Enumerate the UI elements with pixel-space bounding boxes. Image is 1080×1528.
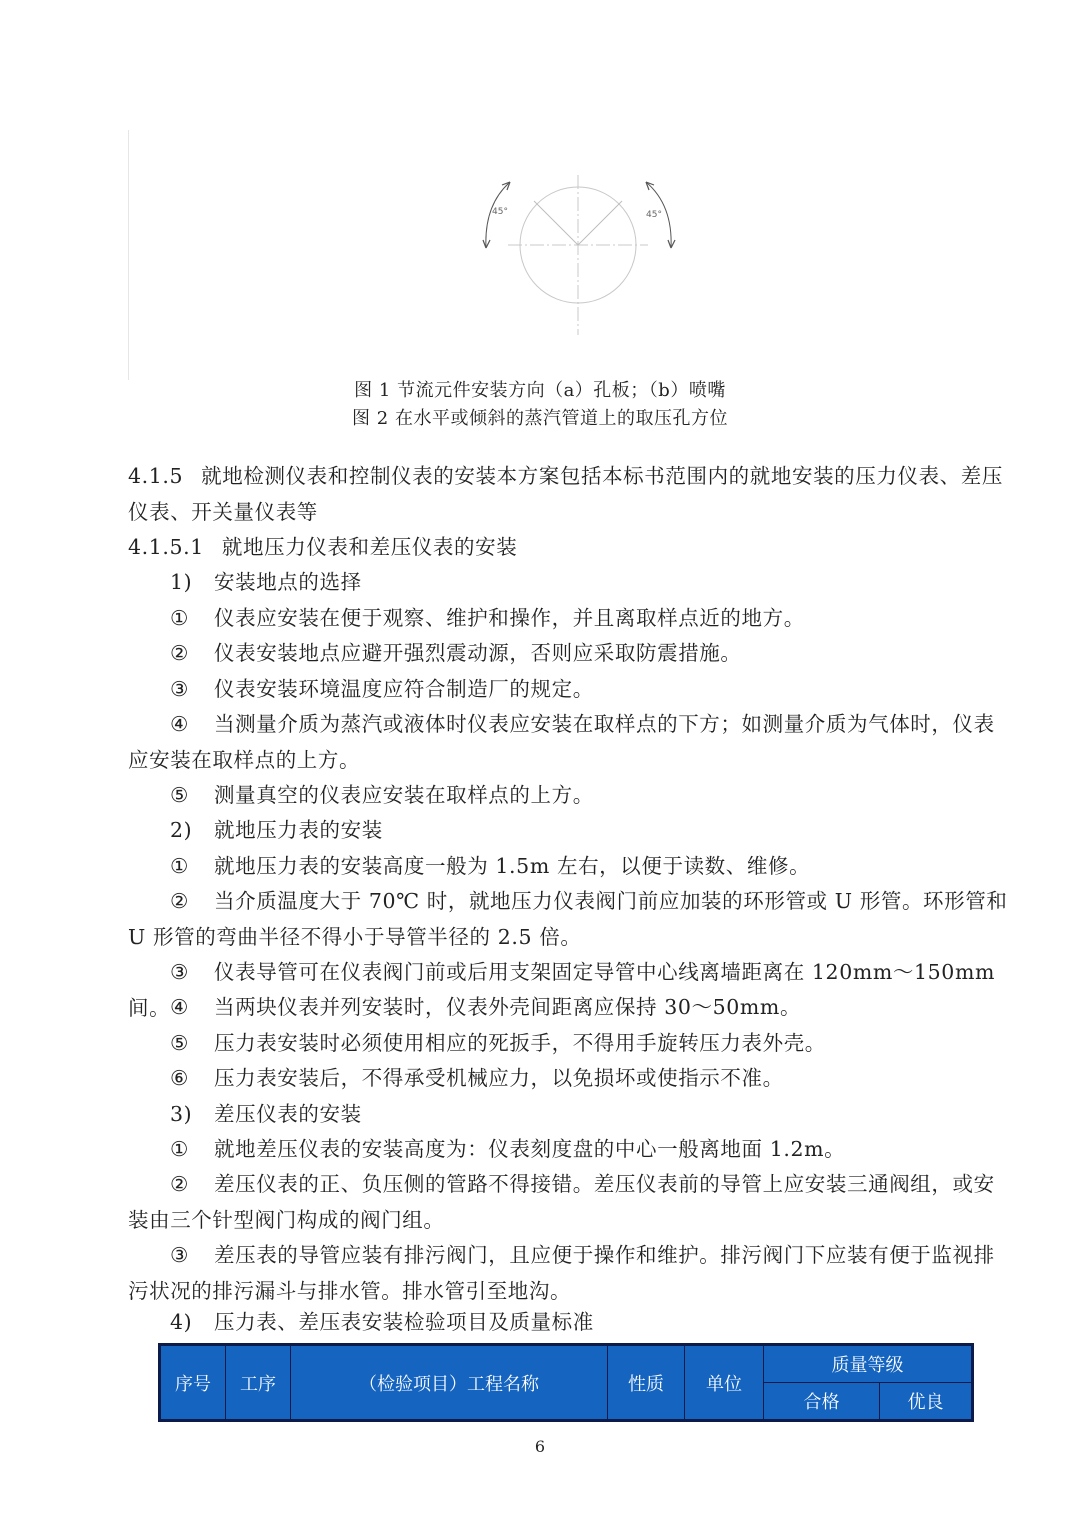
list-item (128, 1061, 1008, 1097)
list-marker: ⑤ (170, 783, 189, 807)
header-good: 优良 (880, 1383, 973, 1421)
list-text: 就地压力表的安装高度一般为 1.5m 左右，以便于读数、维修。 (214, 854, 811, 878)
list-marker: 3) (170, 1102, 193, 1126)
list-text: 当介质温度大于 70℃ 时，就地压力仪表阀门前应加装的环形管或 U 形管。环形管和 U 形管的弯曲半径不得小于导管半径的 2.5 倍。 (128, 889, 1008, 949)
quality-standard-table (158, 1343, 974, 1422)
list-text: 压力表、差压表安装检验项目及质量标准 (214, 1310, 594, 1334)
margin-line (128, 130, 129, 380)
list-text: 测量真空的仪表应安装在取样点的上方。 (214, 783, 594, 807)
list-text: 差压仪表的安装 (214, 1102, 362, 1126)
list-item (128, 707, 1008, 778)
list-item (128, 672, 1008, 708)
list-marker: ② (170, 889, 189, 913)
left-angle-label: 45° (492, 207, 508, 217)
section-number: 4.1.5 (128, 464, 184, 488)
right-angle-label: 45° (646, 210, 662, 220)
header-unit: 单位 (685, 1345, 764, 1421)
list-item (128, 990, 1008, 1026)
list-text: 仪表导管可在仪表阀门前或后用支架固定导管中心线离墙距离在 120mm～150mm 间。 (128, 960, 996, 1020)
list-text: 差压表的导管应装有排污阀门，且应便于操作和维护。排污阀门下应装有便于监视排污状况的排污漏斗与排水管。排水管引至地沟。 (128, 1243, 995, 1303)
list-marker: 1) (170, 570, 193, 594)
list-marker: 4) (170, 1310, 193, 1334)
left-arc-arrow-bottom (483, 240, 490, 248)
list-text: 当测量介质为蒸汽或液体时仪表应安装在取样点的下方；如测量介质为气体时，仪表应安装在取样点的上方。 (128, 712, 995, 772)
figure-1-caption: 图 1 节流元件安装方向（a）孔板；（b）喷嘴 (354, 380, 726, 401)
list-text: 压力表安装后，不得承受机械应力，以免损坏或使指示不准。 (214, 1066, 784, 1090)
list-text: 仪表应安装在便于观察、维护和操作，并且离取样点近的地方。 (214, 606, 805, 630)
list-text: 就地压力表的安装 (214, 818, 383, 842)
list-marker: ② (170, 641, 189, 665)
pressure-tap-diagram (430, 160, 730, 345)
list-marker: ③ (170, 960, 189, 984)
list-marker: ④ (170, 712, 189, 736)
list-text: 仪表安装环境温度应符合制造厂的规定。 (214, 677, 594, 701)
list-marker: ⑤ (170, 1031, 189, 1055)
list-marker: ④ (170, 995, 189, 1019)
section-4-1-5-1 (128, 530, 1008, 566)
header-pass: 合格 (764, 1383, 880, 1421)
header-process: 工序 (226, 1345, 291, 1421)
list-item (128, 1238, 1008, 1309)
list-heading-1 (128, 565, 1008, 601)
header-quality-grade: 质量等级 (764, 1345, 973, 1383)
figure-2-caption: 图 2 在水平或倾斜的蒸汽管道上的取压孔方位 (352, 408, 728, 429)
list-item (128, 1167, 1008, 1238)
list-marker: ① (170, 1137, 189, 1161)
header-seq: 序号 (160, 1345, 226, 1421)
list-marker: ③ (170, 677, 189, 701)
list-marker: ② (170, 1172, 189, 1196)
list-text: 压力表安装时必须使用相应的死扳手，不得用手旋转压力表外壳。 (214, 1031, 826, 1055)
list-item (128, 1026, 1008, 1062)
list-item (128, 778, 1008, 814)
list-item (128, 884, 1008, 955)
list-text: 就地差压仪表的安装高度为：仪表刻度盘的中心一般离地面 1.2m。 (214, 1137, 846, 1161)
list-marker: ① (170, 606, 189, 630)
list-text: 仪表安装地点应避开强烈震动源，否则应采取防震措施。 (214, 641, 742, 665)
section-4-1-5 (128, 459, 1008, 530)
list-marker: ① (170, 854, 189, 878)
list-marker: ⑥ (170, 1066, 189, 1090)
list-heading-3 (128, 1097, 1008, 1133)
list-item (128, 636, 1008, 672)
section-number: 4.1.5.1 (128, 535, 204, 559)
header-nature: 性质 (608, 1345, 685, 1421)
list-heading-4 (128, 1305, 1008, 1341)
left-45-line (534, 201, 578, 245)
list-item (128, 601, 1008, 637)
header-name: （检验项目）工程名称 (291, 1345, 608, 1421)
list-heading-2 (128, 813, 1008, 849)
list-marker: ③ (170, 1243, 189, 1267)
right-45-line (578, 201, 622, 245)
list-item (128, 849, 1008, 885)
section-text: 就地检测仪表和控制仪表的安装本方案包括本标书范围内的就地安装的压力仪表、差压仪表、开关量仪表等 (128, 464, 1003, 524)
list-text: 差压仪表的正、负压侧的管路不得接错。差压仪表前的导管上应安装三通阀组，或安装由三个针型阀门构成的阀门组。 (128, 1172, 995, 1232)
list-marker: 2) (170, 818, 193, 842)
page-number: 6 (534, 1437, 546, 1456)
list-text: 安装地点的选择 (214, 570, 362, 594)
list-text: 当两块仪表并列安装时，仪表外壳间距离应保持 30～50mm。 (214, 995, 802, 1019)
list-item (128, 1132, 1008, 1168)
section-text: 就地压力仪表和差压仪表的安装 (221, 535, 518, 559)
